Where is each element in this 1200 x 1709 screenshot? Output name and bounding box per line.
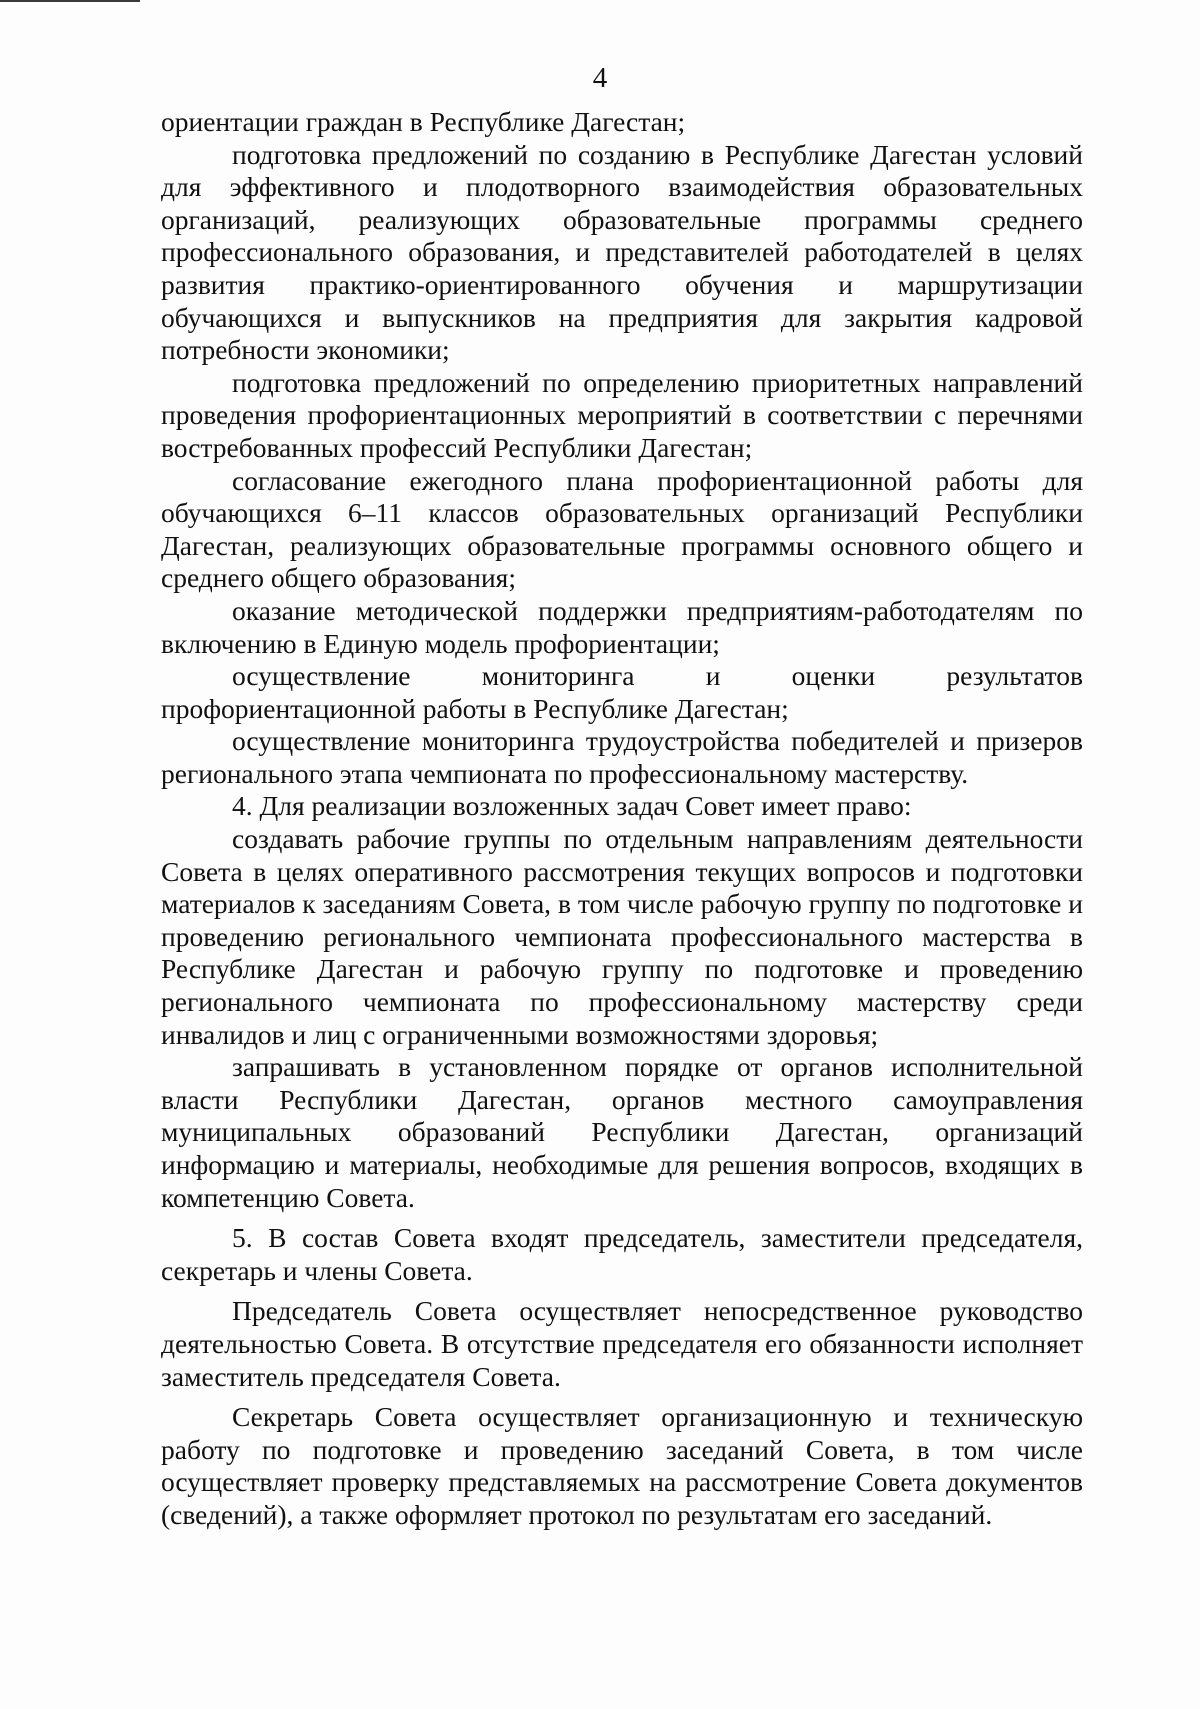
paragraph-section-5: 5. В состав Совета входят председатель, заместители председателя, секретарь и члены Совета. bbox=[161, 1222, 1083, 1286]
paragraph: запрашивать в установленном порядке от органов исполнительной власти Республики Дагестан, органов местного самоуправления муниципальных образований Республики Дагестан, организаций информацию и материалы, необходимые для решения вопросов, входящих в компетенцию Совета. bbox=[161, 1051, 1083, 1213]
paragraph: подготовка предложений по созданию в Республике Дагестан условий для эффективного и плодотворного взаимодействия образовательных организаций, реализующих образовательные программы среднего профессионального образования, и представителей работодателей в целях развития практико-ориентированного обучения и маршрутизации обучающихся и выпускников на предприятия для закрытия кадровой потребности экономики; bbox=[161, 138, 1083, 366]
paragraph: осуществление мониторинга и оценки результатов профориентационной работы в Республике Дагестан; bbox=[161, 660, 1083, 724]
paragraph: оказание методической поддержки предприятиям-работодателям по включению в Единую модель профориентации; bbox=[161, 594, 1083, 659]
paragraph: Председатель Совета осуществляет непосредственное руководство деятельностью Совета. В отсутствие председателя его обязанности исполняет заместитель председателя Совета. bbox=[161, 1295, 1083, 1392]
document-body bbox=[161, 106, 1083, 1532]
scan-artifact-line bbox=[0, 0, 140, 2]
page-number: 4 bbox=[592, 62, 608, 94]
paragraph: осуществление мониторинга трудоустройства победителей и призеров регионального этапа чемпионата по профессиональному мастерству. bbox=[161, 725, 1083, 789]
paragraph: подготовка предложений по определению приоритетных направлений проведения профориентационных мероприятий в соответствии с перечнями востребованных профессий Республики Дагестан; bbox=[161, 366, 1083, 463]
paragraph: создавать рабочие группы по отдельным направлениям деятельности Совета в целях оперативного рассмотрения текущих вопросов и подготовки материалов к заседаниям Совета, в том числе рабочую группу по подготовке и проведению регионального чемпионата профессионального мастерства в Республике Дагестан и рабочую группу по подготовке и проведению регионального чемпионата по профессиональному мастерству среди инвалидов и лиц с ограниченными возможностями здоровья; bbox=[161, 823, 1083, 1050]
paragraph: согласование ежегодного плана профориентационной работы для обучающихся 6–11 классов образовательных организаций Республики Дагестан, реализующих образовательные программы основного общего и среднего общего образования; bbox=[161, 464, 1083, 594]
paragraph: Секретарь Совета осуществляет организационную и техническую работу по подготовке и проведению заседаний Совета, в том числе осуществляет проверку представляемых на рассмотрение Совета документов (сведений), а также оформляет протокол по результатам его заседаний. bbox=[161, 1401, 1083, 1530]
paragraph-continuation: ориентации граждан в Республике Дагестан; bbox=[161, 106, 686, 137]
paragraph-section-4: 4. Для реализации возложенных задач Совет имеет право: bbox=[232, 790, 912, 822]
